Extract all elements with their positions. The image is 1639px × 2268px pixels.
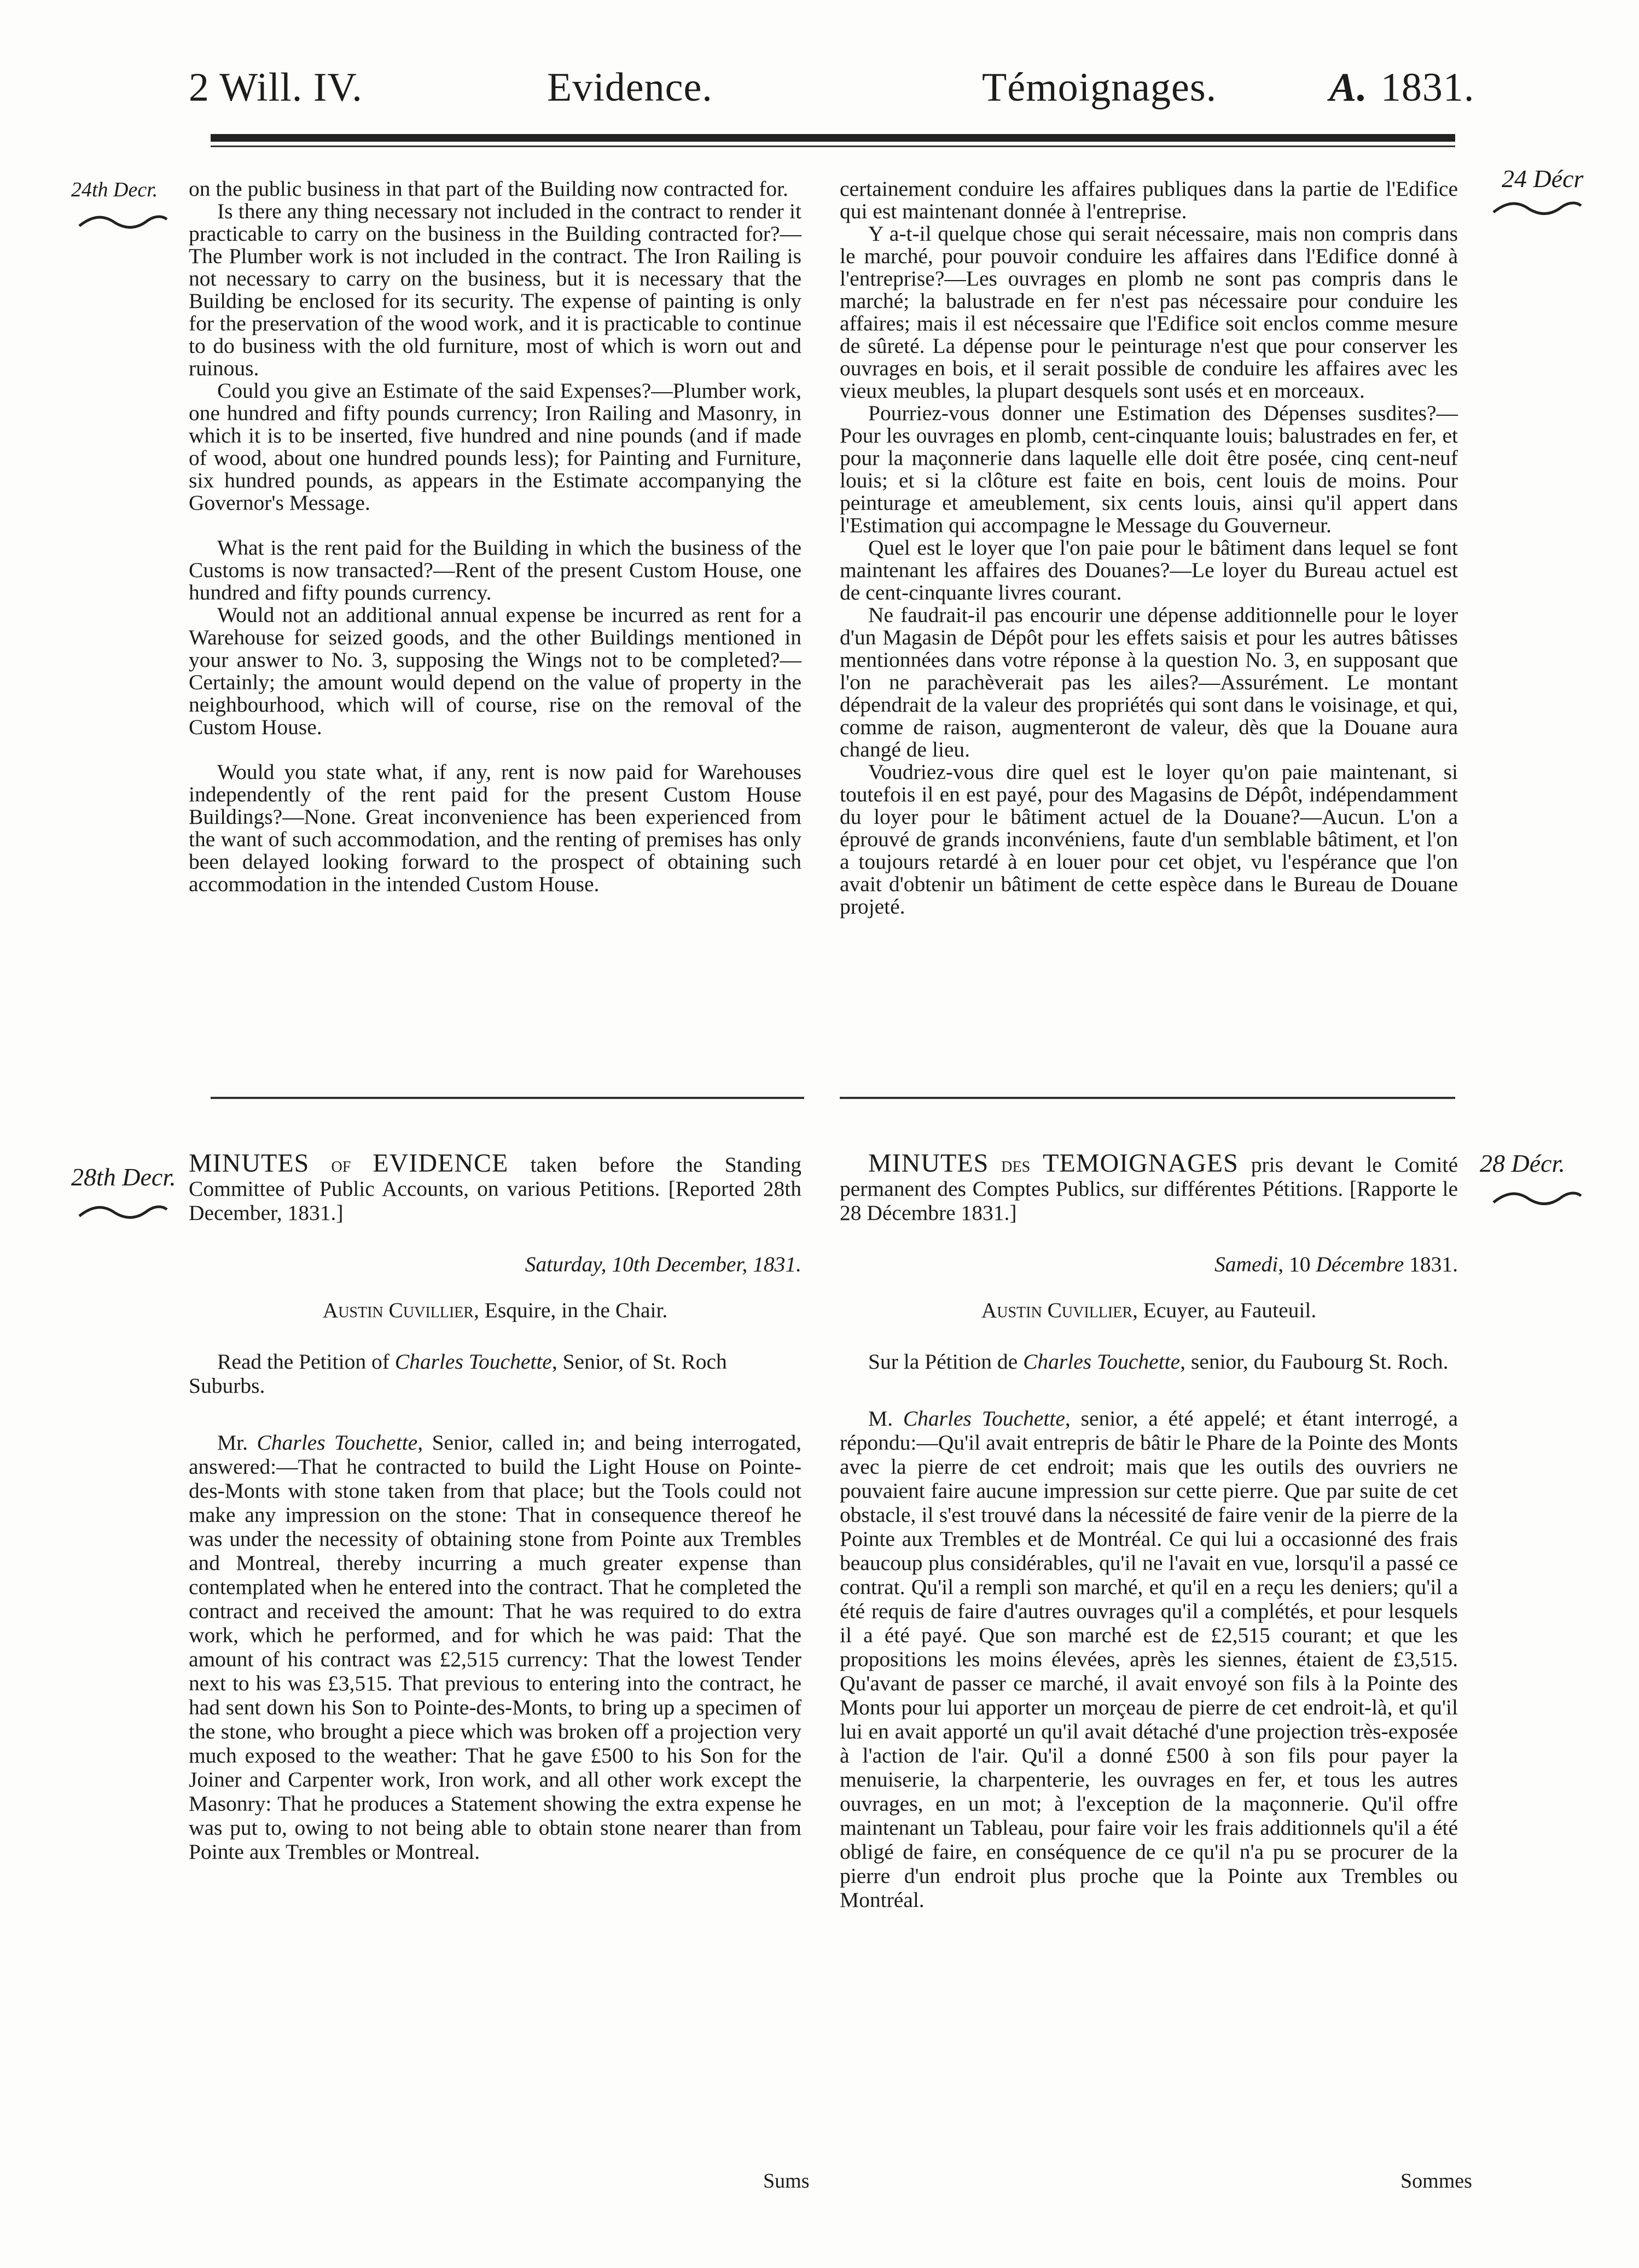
testimony-name-fr: Charles Touchette — [903, 1406, 1065, 1430]
date-num-fr: , 10 — [1278, 1252, 1316, 1276]
petition-post-en: , Senior, of St. Roch Suburbs. — [189, 1350, 727, 1398]
header-title-en: Evidence. — [547, 65, 713, 110]
top-fr-para-4: Quel est le loyer que l'on paie pour le bâtiment dans lequel se font maintenant les affaires des Douanes?—Le loyer du Bureau actuel est de cent-cinquante livres courant. — [840, 536, 1458, 604]
testimony-fr — [840, 1406, 1458, 1912]
top-en-para-1: on the public business in that part of the Building now contracted for. — [189, 177, 788, 201]
testimony-name-en: Charles Touchette — [257, 1430, 418, 1455]
top-fr-para-5: Ne faudrait-il pas encourir une dépense additionnelle pour le loyer d'un Magasin de Dépôt pour les effets saisis et pour les autres bâtisses mentionnées dans votre réponse à la question No. 3, en supposant que l'on ne parachèverait pas les ailes?—Assurément. Le montant dépendrait de la valeur des propriétés qui sont dans le voisinage, et qui, comme de raison, augmenteront de valeur, dès que la Douane aura changé de lieu. — [840, 603, 1458, 761]
header-year-letter: A. — [1329, 65, 1368, 110]
top-fr-para-1: certainement conduire les affaires publiques dans la partie de l'Edifice qui est maintenant donnée à l'entreprise. — [840, 177, 1458, 223]
petition-pre-fr: Sur la Pétition de — [868, 1350, 1024, 1374]
top-fr-para-2: Y a-t-il quelque chose qui serait nécessaire, mais non compris dans le marché, pour pouvoir conduire les affaires dans l'Edifice donné à l'entreprise?—Les ouvrages en plomb ne sont pas compris dans le marché; la balustrade en fer n'est pas nécessaire pour conduire les affaires; mais il est nécessaire que l'Edifice soit enclos comme mesure de sûreté. La dépense pour le peinturage n'est que pour conserver les ouvrages en bois, et il serait possible de conduire les affaires avec les vieux meubles, la plupart desquels sont usés et en morceaux. — [840, 222, 1458, 403]
testimony-text-en: , Senior, called in; and being interrogated, answered:—That he contracted to build the Light House on Pointe-des-Monts with stone taken from that place; but the Tools could not make any impression on the stone: That in consequence thereof he was under the necessity of obtaining stone from Pointe aux Trembles and Montreal, thereby incurring a much greater expense than contemplated when he entered into the contract. That he completed the contract and received the amount: That he was required to do extra work, which he performed, and for which he was paid: That the amount of his contract was £2,515 currency: That the lowest Tender next to his was £3,515. That previous to entering into the contract, he had sent down his Son to Pointe-des-Monts, to bring up a specimen of the stone, who brought a piece which was broken off a projection very much exposed to the weather: That he gave £500 to his Son for the Joiner and Carpenter work, Iron work, and all other work except the Masonry: That he produces a Statement showing the extra expense he was put to, owing to not being able to obtain stone nearer than from Pointe aux Trembles or Montreal. — [189, 1430, 801, 1864]
minutes-evidence-en: EVIDENCE — [373, 1149, 509, 1178]
header-rule-thick — [211, 134, 1455, 142]
minutes-rest-fr: pris devant le Comité permanent des Comptes Publics, sur différentes Pétitions. [Rapporte le 28 Décembre 1831.] — [840, 1153, 1458, 1225]
petition-line-fr — [840, 1350, 1458, 1374]
top-en-para-2: Is there any thing necessary not included in the contract to render it practicable to carry on the business in the Building contracted for?—The Plumber work is not included in the contract. The Iron Railing is not necessary to carry on the business, but it is necessary that the Building be enclosed for its security. The expense of painting is only for the preservation of the wood work, and it is practicable to continue to do business with the old furniture, most of which is worn out and ruinous. — [189, 199, 801, 380]
petition-pre-en: Read the Petition of — [217, 1350, 395, 1374]
chair-name-fr: Austin Cuvillier — [981, 1298, 1132, 1322]
testimony-text-fr: , senior, a été appelé; et étant interrogé, a répondu:—Qu'il avait entrepris de bâtir le Phare de la Pointe des Monts avec la pierre de cet endroit; mais que les outils des ouvriers ne pouvaient faire aucune impression sur cette pierre. Que par suite de cet obstacle, il s'est trouvé dans la nécessité de faire venir de la pierre de la Pointe aux Trembles et de Montréal. Ce qui lui a occasionné des frais beaucoup plus considérables, qu'il ne l'avait en vue, lorsqu'il a passé ce contrat. Qu'il a rempli son marché, et qu'il en a reçu les deniers; qu'il a été requis de faire d'autres ouvrages qu'il a complétés, et pour lesquels il a été payé. Que son marché est de £2,515 courant; et que les propositions les moins élevées, après les siennes, étaient de £3,515. Qu'avant de passer ce marché, il avait envoyé son fils à la Pointe des Monts pour lui apporter un morçeau de pierre de cet endroit-là, et qu'il lui en avait apporté un qu'il avait détaché d'une projection très-exposée à l'action de l'air. Qu'il a donné £500 à son fils pour payer la menuiserie, la charpenterie, les ouvrages en fer, et tous les autres ouvrages, en un mot; à l'exception de la maçonnerie. Qu'il offre maintenant un Tableau, pour faire voir les frais additionnels qu'il a été obligé de faire, en conséquence de ce qu'il n'a pu se procurer de la pierre d'un endroit plus proche que la Pointe aux Trembles ou Montréal. — [840, 1406, 1458, 1912]
flourish-right-2 — [1491, 1187, 1584, 1209]
header-title-fr: Témoignages. — [982, 65, 1217, 110]
top-french-column — [840, 178, 1458, 918]
separator-left — [211, 1097, 804, 1099]
flourish-right-1 — [1491, 197, 1584, 219]
header-rule-thin — [211, 146, 1455, 147]
date-line-en: Saturday, 10th December, 1831. — [525, 1252, 801, 1276]
testimony-en — [189, 1430, 801, 1864]
margin-date-left-1: 24th Decr. — [71, 178, 158, 201]
bottom-english-column — [189, 1149, 802, 1864]
top-fr-para-3: Pourriez-vous donner une Estimation des Dépenses susdites?—Pour les ouvrages en plomb, cent-cinquante louis; balustrades en fer, et pour la maçonnerie dans laquelle elle doit être posée, cinq cent-neuf louis; et si la clôture est faite en bois, cent louis de moins. Pour peinturage et ameublement, six cents louis, ainsi qu'il appert dans l'Estimation qui accompagne le Message du Gouverneur. — [840, 401, 1458, 537]
date-month-fr: Décembre — [1316, 1252, 1404, 1276]
chair-rest-en: , Esquire, in the Chair. — [473, 1298, 668, 1322]
header-year-number: 1831. — [1380, 65, 1475, 110]
header-year — [1329, 57, 1474, 118]
testimony-pre-fr: M. — [868, 1406, 903, 1430]
minutes-heading-en — [189, 1149, 802, 1225]
chair-name-en: Austin Cuvillier — [322, 1298, 474, 1322]
minutes-of-en: of — [331, 1153, 351, 1177]
top-en-para-6: Would you state what, if any, rent is now paid for Warehouses independently of the rent paid for the present Custom House Buildings?—None. Great inconvenience has been experienced from the want of such accommodation, and the renting of premises has only been delayed looking forward to the prospect of obtaining such accommodation in the intended Custom House. — [189, 760, 801, 896]
top-en-para-5: Would not an additional annual expense be incurred as rent for a Warehouse for seized goods, and the other Buildings mentioned in your answer to No. 3, supposing the Wings not to be completed?—Certainly; the amount would depend on the value of property in the neighbourhood, which will of course, rise on the removal of the Custom House. — [189, 603, 801, 739]
chair-rest-fr: , Ecuyer, au Fauteuil. — [1132, 1298, 1317, 1322]
petition-line-en — [189, 1350, 801, 1398]
margin-date-right-1: 24 Décr — [1502, 165, 1584, 193]
chair-line-en — [189, 1298, 801, 1322]
top-fr-para-6: Voudriez-vous dire quel est le loyer qu'on paie maintenant, si toutefois il en est payé, pour des Magasins de Dépôt, indépendamment du loyer pour le bâtiment actuel de la Douane?—Aucun. L'on a éprouvé de grands inconvéniens, faute d'un semblable bâtiment, et l'on a toujours retardé à en louer pour cet objet, vu l'espérance que l'on avait d'obtenir un bâtiment de cette espèce dans le Bureau de Douane projeté. — [840, 760, 1458, 918]
bottom-french-column — [840, 1149, 1458, 1912]
minutes-caps-en: MINUTES — [189, 1149, 310, 1178]
minutes-rest-en: taken before the Standing Committee of Public Accounts, on various Petitions. [Reported 28th December, 1831.] — [189, 1153, 802, 1225]
top-en-para-3: Could you give an Estimate of the said Expenses?—Plumber work, one hundred and fifty pounds currency; Iron Railing and Masonry, in which it is to be inserted, five hundred and nine pounds (and if made of wood, about one hundred pounds less); for Painting and Furniture, six hundred pounds, as appears in the Estimate accompanying the Governor's Message. — [189, 379, 801, 515]
catchword-fr: Sommes — [1400, 2170, 1472, 2193]
flourish-left-2 — [77, 1201, 170, 1223]
petition-post-fr: , senior, du Faubourg St. Roch. — [1180, 1350, 1449, 1374]
separator-right — [840, 1097, 1455, 1099]
petition-name-fr: Charles Touchette — [1023, 1350, 1181, 1374]
margin-date-right-2: 28 Décr. — [1480, 1149, 1565, 1177]
chair-line-fr — [840, 1298, 1458, 1322]
date-day-fr: Samedi — [1214, 1252, 1278, 1276]
minutes-heading-fr — [840, 1149, 1458, 1225]
top-en-para-4: What is the rent paid for the Building in which the business of the Customs is now transacted?—Rent of the present Custom House, one hundred and fifty pounds currency. — [189, 536, 801, 604]
minutes-evidence-fr: TEMOIGNAGES — [1043, 1149, 1239, 1178]
margin-date-left-2: 28th Decr. — [71, 1163, 176, 1191]
minutes-caps-fr: MINUTES — [868, 1149, 989, 1178]
date-line-fr — [840, 1252, 1458, 1276]
header-session: 2 Will. IV. — [189, 65, 363, 110]
flourish-left-1 — [77, 211, 170, 232]
petition-name-en: Charles Touchette — [394, 1350, 552, 1374]
date-year-fr: 1831. — [1404, 1252, 1458, 1276]
minutes-of-fr: des — [1001, 1153, 1031, 1177]
top-english-column — [189, 178, 801, 895]
testimony-pre-en: Mr. — [217, 1430, 257, 1455]
catchword-en: Sums — [763, 2170, 810, 2193]
